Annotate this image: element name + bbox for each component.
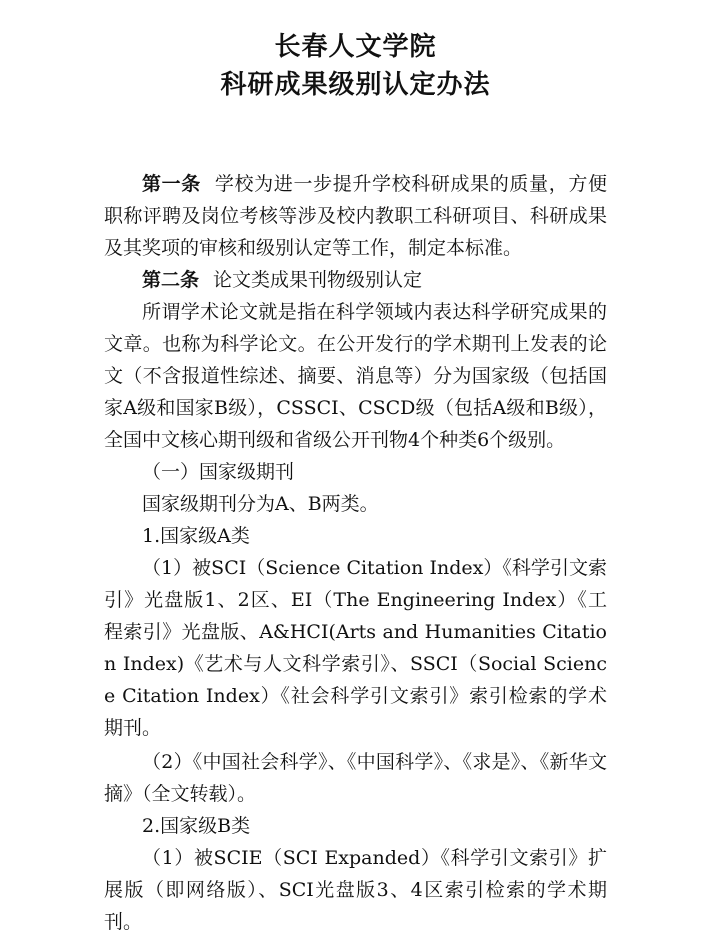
document-title-regulation: 科研成果级别认定办法 (220, 70, 491, 100)
class-a-heading: 1.国家级A类 (142, 525, 250, 547)
article-1 (104, 168, 607, 264)
article-2 (104, 264, 607, 296)
article-1-label: 第一条 (142, 173, 201, 195)
article-2-label: 第二条 (142, 269, 200, 291)
article-2-text: 论文类成果刊物级别认定 (213, 269, 423, 291)
section-1-heading: （一）国家级期刊 (142, 461, 295, 483)
class-b-heading: 2.国家级B类 (142, 815, 251, 837)
article-1-text: 学校为进一步提升学校科研成果的质量，方便职称评聘及岗位考核等涉及校内教职工科研项目、科研成果及其奖项的审核和级别认定等工作，制定本标准。 (104, 173, 607, 259)
definition-paragraph: 所谓学术论文就是指在科学领域内表达科学研究成果的文章。也称为科学论文。在公开发行的学术期刊上发表的论文（不含报道性综述、摘要、消息等）分为国家级（包括国家A级和国家B级），CSSCI、CSCD级（包括A级和B级），全国中文核心期刊级和省级公开刊物4个种类6个级别。 (104, 301, 607, 451)
class-a-item-1: （1）被SCI（Science Citation Index）《科学引文索引》光盘版1、2区、EI（The Engineering Index）《工程索引》光盘版、A&HCI(Arts and Humanities Citation Index)《艺术与人文科学索引》、SSCI（Social Science Citation Index）《社会科学引文索引》索引检索的学术期刊。 (104, 557, 607, 739)
class-b-item-1: （1）被SCIE（SCI Expanded）《科学引文索引》扩展版（即网络版）、SCI光盘版3、4区索引检索的学术期刊。 (104, 847, 607, 933)
document-title-institution: 长春人文学院 (274, 32, 437, 62)
class-a-item-2: （2）《中国社会科学》、《中国科学》、《求是》、《新华文摘》（全文转载）。 (104, 751, 607, 805)
section-1-intro: 国家级期刊分为A、B两类。 (142, 493, 379, 515)
